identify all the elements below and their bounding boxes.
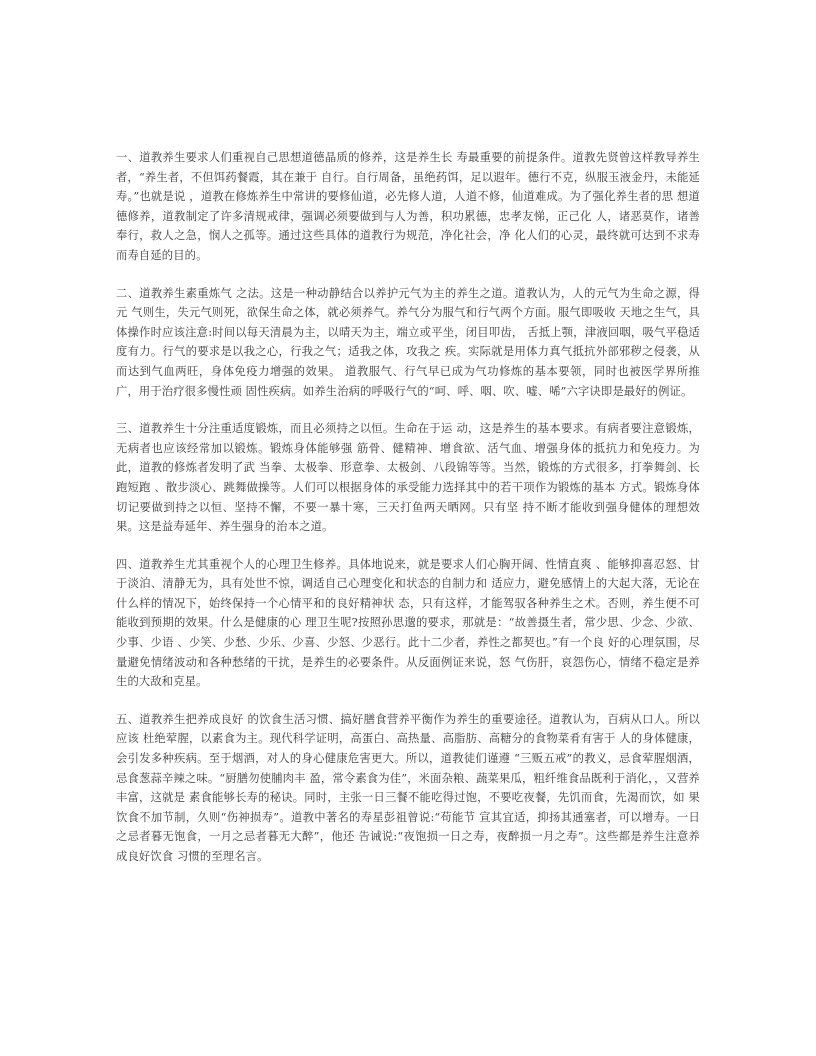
paragraph-section-5: 五、道教养生把养成良好 的饮食生活习惯、搞好膳食营养平衡作为养生的重要途径。道教认为，百病从口人。所以应该 杜绝荤腥，以素食为主。现代科学证明，高蛋白、高热量、高脂肪、高糖分的食物菜肴有害于 人的身体健康，会引发多种疾病。至于烟酒，对人的身心健康危害更大。所以，道教徒们谨遵 “三贩五戒”的教义，忌食荤腥烟酒，忌食葱蒜辛辣之味。“厨膳勿使脯肉丰 盈，常令素食为佳”，米面杂粮、蔬菜果瓜，粗纤维食品既利于消化，，又营养丰富，这就是 素食能够长寿的秘诀。同时，主张一日三餐不能吃得过饱，不要吃夜餐，先饥而食，先渴而饮，如 果饮食不加节制，久则“伤神损寿”。道教中著名的寿星彭祖曾说:“苟能节 宣其宜适，抑扬其通塞者，可以增寿。一日之忌者暮无饱食，一月之忌者暮无大醉”，他还 告诫说:“夜饱损一日之寿，夜醉损一月之寿”。这些都是养生注意养成良好饮食 习惯的至理名言。: [116, 712, 700, 863]
document-text-body: [116, 148, 700, 867]
paragraph-section-2: 二、道教养生素重炼气 之法。这是一种动静结合以养护元气为主的养生之道。道教认为，人的元气为生命之源，得元 气则生，失元气则死，欲保生命之体，就必须养气。养气分为服气和行气两个方面。服气即吸收 天地之生气，具体操作时应该注意:时间以每天清晨为主，以晴天为主，端立或平坐，闭目叩齿， 舌抵上颚，津液回咽，吸气平稳适度有力。行气的要求是以我之心，行我之气；适我之体，攻我之 疾。实际就是用体力真气抵抗外部邪秽之侵袭，从而达到气血两旺，身体免疫力增强的效果。 道教服气、行气早已成为气功修炼的基本要领，同时也被医学界所推广，用于治疗很多慢性顽 固性疾病。如养生治病的呼吸行气的“呵、呼、咽、吹、嘘、唏”六字诀即是最好的例证。: [116, 286, 700, 398]
paragraph-section-1: 一、道教养生要求人们重视自己思想道德晶质的修养，这是养生长 寿最重要的前提条件。道教先贤曾这样教导养生者，“养生者，不但饵药餐霞，其在兼于 自行。自行周备，虽绝药饵，足以遐年。德行不克，纵服玉液金丹，未能延寿。”也就是说 ，道教在修炼养生中常讲的要修仙道，必先修人道，人道不修，仙道难成。为了强化养生者的思 想道德修养，道教制定了许多清规戒律，强调必须要做到与人为善，积功累德，忠孝友悌，正己化 人，诸恶莫作，诸善奉行，救人之急，悯人之孤等。通过这些具体的道教行为规范，净化社会，净 化人们的心灵，最终就可达到不求寿而寿自延的目的。: [116, 151, 700, 262]
paragraph-section-4: 四、道教养生尤其重视个人的心理卫生修养。具体地说来，就是要求人们心胸开阔、性情直爽 、能够抑喜忍怒、甘于淡泊、清静无为，具有处世不惊，调适自己心理变化和状态的自制力和 适应力，避免感情上的大起大落，无论在什么样的情况下，始终保持一个心情平和的良好精神状 态，只有这样，才能驾驭各种养生之术。否则，养生便不可能收到预期的效果。什么是健康的心 理卫生呢?按照孙思邈的要求，那就是：“故善摄生者，常少思、少念、少欲、少事、少语 、少笑、少愁、少乐、少喜、少怒、少恶行。此十二少者，养性之都契也。”有一个良 好的心理氛围，尽量避免情绪波动和各种愁绪的干扰，是养生的必要条件。从反面例证来说，怒 气伤肝，哀怨伤心，情绪不稳定是养生的大敌和克星。: [116, 557, 700, 689]
paragraph-section-3: 三、道教养生十分注重适度锻炼，而且必须持之以恒。生命在于运 动，这是养生的基本要求。有病者要注意锻炼，无病者也应该经常加以锻炼。锻炼身体能够强 筋骨、健精神、增食欲、活气血、增强身体的抵抗力和免疫力。为此，道教的修炼者发明了武 当拳、太极拳、形意拳、太极剑、八段锦等等。当然，锻炼的方式很多，打拳舞剑、长跑短跑 、散步淡心、跳舞做操等。人们可以根据身体的承受能力选择其中的若干项作为锻炼的基本 方式。锻炼身体切记要做到持之以恒、坚持不懈，不要一暴十寒，三天打鱼两天晒网。只有坚 持不断才能收到强身健体的理想效果。这是益寿延年、养生强身的治本之道。: [116, 422, 700, 534]
